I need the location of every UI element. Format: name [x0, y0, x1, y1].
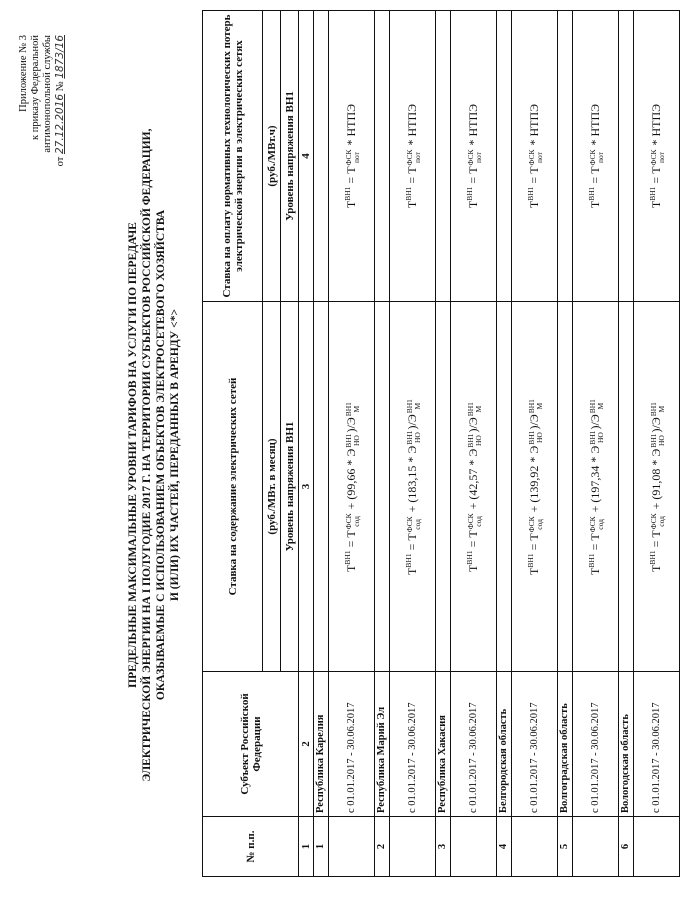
empty-cell: [619, 11, 634, 302]
empty-cell: [436, 302, 451, 672]
title-line-3: ОКАЗЫВАЕМЫЕ С ИСПОЛЬЗОВАНИЕМ ОБЪЕКТОВ ЭЛЕКТРОСЕТЕВОГО ХОЗЯЙСТВА: [155, 209, 167, 701]
loss-formula: $T^{ВН1} = T$ ФСК пот * НТПЭ: [634, 11, 680, 302]
level-content: Уровень напряжения ВН1: [281, 302, 299, 672]
header-num: № п.п.: [203, 817, 299, 877]
subject-name: Белгородская область: [497, 672, 512, 817]
appendix-line: Приложение № 3: [18, 35, 29, 112]
index-cell: 2: [299, 672, 314, 817]
period-row: [390, 11, 436, 877]
tariff-table: [202, 10, 680, 877]
title-line-1: ПРЕДЕЛЬНЫЕ МАКСИМАЛЬНЫЕ УРОВНИ ТАРИФОВ НА УСЛУГИ ПО ПЕРЕДАЧЕ: [127, 222, 139, 688]
index-cell: 4: [299, 11, 314, 302]
empty-cell: [375, 302, 390, 672]
formula-coef: 42,57: [466, 468, 481, 496]
subject-name: Республика Марий Эл: [375, 672, 390, 817]
content-formula: $T^{ВН1} = T$ ФСК сод + (99,66 * Э ВН1 НО )/Э ВН1 М: [329, 302, 375, 672]
empty-cell: [558, 11, 573, 302]
appendix-note: [18, 35, 67, 185]
period-cell: с 01.01.2017 - 30.06.2017: [512, 672, 558, 817]
index-cell: 1: [299, 817, 314, 877]
period-row: [634, 11, 680, 877]
empty-cell: [558, 302, 573, 672]
period-cell: с 01.01.2017 - 30.06.2017: [634, 672, 680, 817]
subject-row: [314, 11, 329, 877]
empty-cell: [497, 302, 512, 672]
subject-name: Республика Хакасия: [436, 672, 451, 817]
period-cell: с 01.01.2017 - 30.06.2017: [573, 672, 619, 817]
handwritten-date: 27.12.2016: [54, 93, 66, 155]
content-formula: $T^{ВН1} = T$ ФСК сод + (183,15 * Э ВН1 НО )/Э ВН1 М: [390, 302, 436, 672]
loss-formula: $T^{ВН1} = T$ ФСК пот * НТПЭ: [573, 11, 619, 302]
unit-loss: (руб./МВт.ч): [263, 11, 281, 302]
empty-cell: [314, 302, 329, 672]
empty-cell: [512, 817, 558, 877]
empty-cell: [634, 817, 680, 877]
loss-formula: $T^{ВН1} = T$ ФСК пот * НТПЭ: [390, 11, 436, 302]
formula-coef: 139,92: [527, 465, 542, 499]
appendix-line: к приказу Федеральной: [30, 35, 41, 140]
subject-row: [375, 11, 390, 877]
handwritten-number: 1873/16: [54, 35, 66, 79]
row-number: 6: [619, 817, 634, 877]
empty-cell: [451, 817, 497, 877]
empty-cell: [619, 302, 634, 672]
empty-cell: [314, 11, 329, 302]
period-cell: с 01.01.2017 - 30.06.2017: [329, 672, 375, 817]
row-number: 3: [436, 817, 451, 877]
formula-coef: 91,08: [649, 468, 664, 496]
period-row: [451, 11, 497, 877]
date-prefix: от: [55, 156, 66, 167]
period-row: [512, 11, 558, 877]
header-loss: Ставка на оплату нормативных технологических потерь электрической энергии в электрических сетях: [203, 11, 263, 302]
period-cell: с 01.01.2017 - 30.06.2017: [390, 672, 436, 817]
table-body: [314, 11, 680, 877]
content-formula: $T^{ВН1} = T$ ФСК сод + (139,92 * Э ВН1 НО )/Э ВН1 М: [512, 302, 558, 672]
subject-row: [558, 11, 573, 877]
empty-cell: [375, 11, 390, 302]
period-row: [329, 11, 375, 877]
row-number: 5: [558, 817, 573, 877]
content-formula: $T^{ВН1} = T$ ФСК сод + (42,57 * Э ВН1 НО )/Э ВН1 М: [451, 302, 497, 672]
period-row: [573, 11, 619, 877]
subject-row: [436, 11, 451, 877]
formula-coef: 99,66: [344, 468, 359, 496]
subject-name: Вологодская область: [619, 672, 634, 817]
empty-cell: [329, 817, 375, 877]
empty-cell: [390, 817, 436, 877]
content-formula: $T^{ВН1} = T$ ФСК сод + (91,08 * Э ВН1 НО )/Э ВН1 М: [634, 302, 680, 672]
empty-cell: [436, 11, 451, 302]
index-cell: 3: [299, 302, 314, 672]
appendix-date-line: [54, 35, 67, 185]
appendix-line: антимонопольной службы: [42, 35, 53, 153]
level-loss: Уровень напряжения ВН1: [281, 11, 299, 302]
loss-formula: $T^{ВН1} = T$ ФСК пот * НТПЭ: [451, 11, 497, 302]
header-content: Ставка на содержание электрических сетей: [203, 302, 263, 672]
formula-coef: 197,34: [588, 465, 603, 499]
loss-formula: $T^{ВН1} = T$ ФСК пот * НТПЭ: [512, 11, 558, 302]
subject-name: Республика Карелия: [314, 672, 329, 817]
row-number: 1: [314, 817, 329, 877]
subject-row: [619, 11, 634, 877]
formula-coef: 183,15: [405, 465, 420, 499]
row-number: 4: [497, 817, 512, 877]
content-formula: $T^{ВН1} = T$ ФСК сод + (197,34 * Э ВН1 НО )/Э ВН1 М: [573, 302, 619, 672]
title-line-2: ЭЛЕКТРИЧЕСКОЙ ЭНЕРГИИ НА I ПОЛУГОДИЕ 2017 Г. НА ТЕРРИТОРИИ СУБЪЕКТОВ РОССИЙСКОЙ ФЕДЕРАЦИИ,: [141, 128, 153, 782]
period-cell: с 01.01.2017 - 30.06.2017: [451, 672, 497, 817]
number-prefix: №: [55, 81, 66, 92]
unit-content: (руб./МВт. в месяц): [263, 302, 281, 672]
header-subject: Субъект Российской Федерации: [203, 672, 299, 817]
empty-cell: [497, 11, 512, 302]
subject-name: Волгоградская область: [558, 672, 573, 817]
row-number: 2: [375, 817, 390, 877]
subject-row: [497, 11, 512, 877]
title-line-4: И (ИЛИ) ИХ ЧАСТЕЙ, ПЕРЕДАННЫХ В АРЕНДУ <*>: [169, 308, 181, 602]
empty-cell: [573, 817, 619, 877]
rotated-page: [0, 5, 666, 905]
loss-formula: $T^{ВН1} = T$ ФСК пот * НТПЭ: [329, 11, 375, 302]
